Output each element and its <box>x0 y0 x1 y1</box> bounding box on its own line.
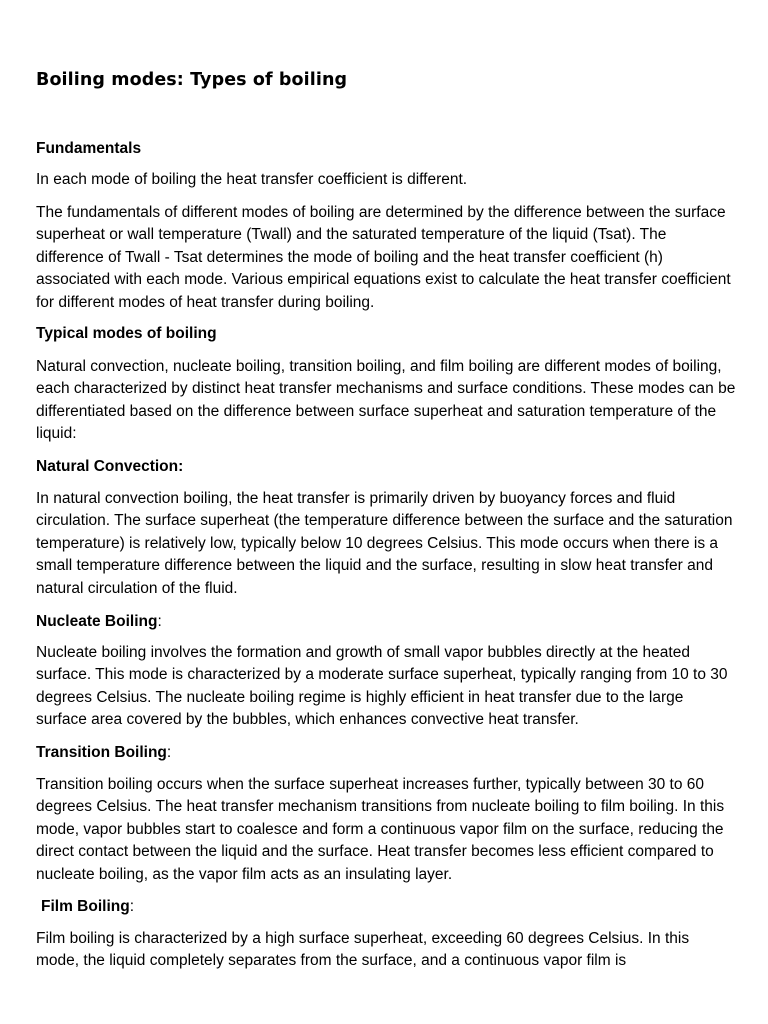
section-heading-nucleate-boiling <box>36 611 162 633</box>
section-heading-typical-modes <box>36 323 217 345</box>
heading-colon: : <box>129 898 134 915</box>
heading-text: Typical modes of boiling <box>36 325 217 342</box>
heading-text: Natural Convection: <box>36 458 184 475</box>
page-title: Boiling modes: Types of boiling <box>36 70 348 90</box>
paragraph-nucleate-boiling: Nucleate boiling involves the formation and growth of small vapor bubbles directly at the heated surface. This mode is characterized by a moderate surface superheat, typically ranging from 10 to 30 degrees Celsius. The nucleate boiling regime is highly efficient in heat transfer due to the large surface area covered by the bubbles, which enhances convective heat transfer. <box>36 644 728 729</box>
heading-text: Film Boiling <box>41 898 130 915</box>
paragraph-natural-convection: In natural convection boiling, the heat transfer is primarily driven by buoyancy forces and fluid circulation. The surface superheat (the temperature difference between the surface and the saturation temperature) is relatively low, typically below 10 degrees Celsius. This mode occurs when there is a small temperature difference between the liquid and the surface, resulting in slow heat transfer and natural circulation of the fluid. <box>36 490 733 597</box>
section-heading-transition-boiling <box>36 742 171 764</box>
paragraph-fundamentals-detail: The fundamentals of different modes of boiling are determined by the difference between the surface superheat or wall temperature (Twall) and the saturated temperature of the liquid (Tsat). The difference of Twall - Tsat determines the mode of boiling and the heat transfer coefficient (h) associated with each mode. Various empirical equations exist to calculate the heat transfer coefficient for different modes of heat transfer during boiling. <box>36 204 731 311</box>
paragraph-film-boiling: Film boiling is characterized by a high surface superheat, exceeding 60 degrees Celsius. In this mode, the liquid completely separates from the surface, and a continuous vapor film is <box>36 930 690 970</box>
heading-colon: : <box>157 613 162 630</box>
heading-text: Transition Boiling <box>36 744 167 761</box>
section-heading-film-boiling <box>41 896 134 918</box>
heading-text: Nucleate Boiling <box>36 613 158 630</box>
heading-text: Fundamentals <box>36 140 142 157</box>
paragraph-typical-modes: Natural convection, nucleate boiling, transition boiling, and film boiling are different modes of boiling, each characterized by distinct heat transfer mechanisms and surface conditions. These modes can be differentiated based on the difference between surface superheat and saturation temperature of the liquid: <box>36 358 736 443</box>
paragraph-fundamentals-intro: In each mode of boiling the heat transfer coefficient is different. <box>36 171 468 188</box>
section-heading-natural-convection <box>36 456 183 478</box>
heading-colon: : <box>166 744 172 761</box>
paragraph-transition-boiling: Transition boiling occurs when the surface superheat increases further, typically between 30 to 60 degrees Celsius. The heat transfer mechanism transitions from nucleate boiling to film boiling. In this mode, vapor bubbles start to coalesce and form a continuous vapor film on the surface, reducing the direct contact between the liquid and the surface. Heat transfer becomes less efficient compared to nucleate boiling, as the vapor film acts as an insulating layer. <box>36 776 725 883</box>
section-heading-fundamentals <box>36 138 141 160</box>
